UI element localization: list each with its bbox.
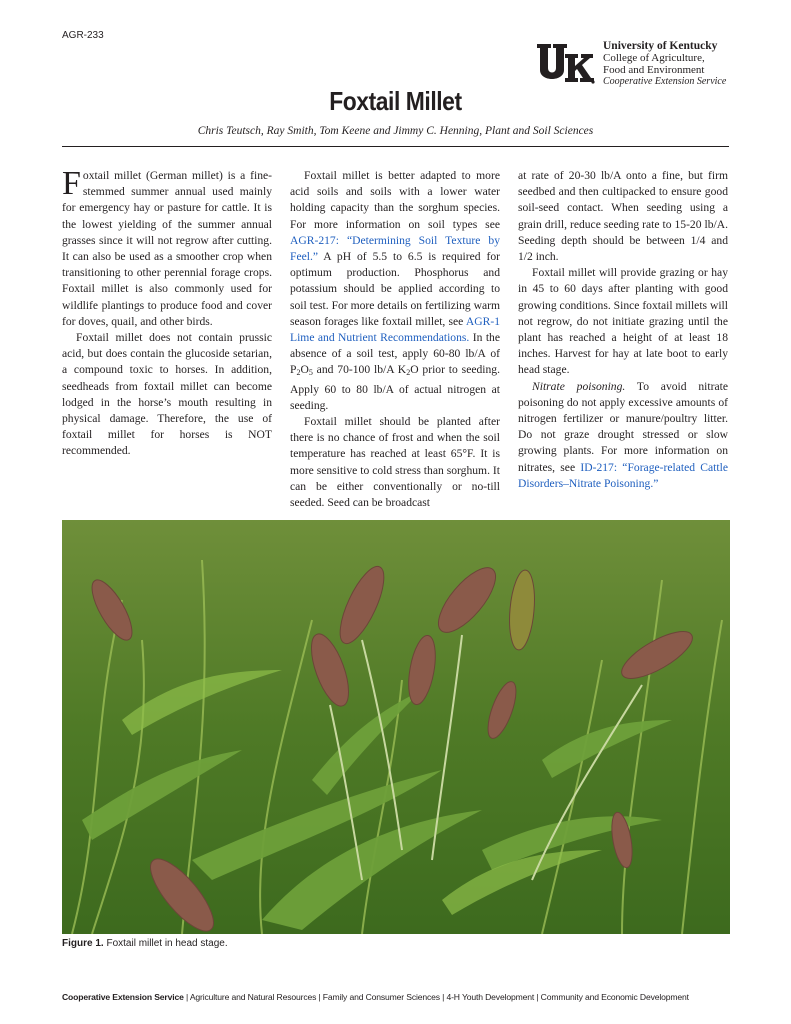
university-name: University of Kentucky: [603, 40, 718, 52]
subscript: 2: [296, 368, 301, 378]
paragraph: [290, 168, 500, 414]
paragraph: [62, 165, 272, 330]
paragraph-text: O prior to seeding. Apply 60 to 80 lb/A of actual nitrogen at seeding.: [290, 363, 500, 412]
paragraph-text: O: [300, 363, 309, 377]
footer: [62, 992, 730, 1002]
footer-programs: | Agriculture and Natural Resources | Family and Consumer Sciences | 4-H Youth Development | Community and Economic Development: [183, 992, 689, 1002]
figure-caption: [62, 938, 228, 949]
paragraph: Foxtail millet does not contain prussic acid, but does contain the glucoside setarian, a compound toxic to horses. In addition, seedheads from foxtail millet can become lodged in the horse’s mouth resulting in physical damage. Therefore, the use of foxtail millet for horses is NOT recommended.: [62, 331, 272, 458]
drop-cap: F: [62, 165, 81, 202]
publication-code: AGR-233: [62, 30, 104, 41]
institution-block: [603, 40, 726, 88]
foxtail-millet-photo: [62, 520, 730, 934]
paragraph: [518, 379, 728, 492]
subheading-nitrate: Nitrate poisoning.: [532, 379, 626, 393]
paragraph-text: To avoid nitrate poisoning do not apply excessive amounts of nitrogen fertilizer or manure/poultry litter. Do not graze drought stressed or slow growing plants. For more information on nitrates, see: [518, 379, 728, 474]
paragraph-text: A pH of 5.5 to 6.5 is required for optimum production. Phosphorus and potassium should be applied according to soil test. For more details on fertilizing warm season forages like foxtail millet, see: [290, 250, 500, 328]
college-line-1: College of Agriculture,: [603, 52, 705, 64]
uk-logo-icon: [535, 42, 595, 86]
paragraph-text: Foxtail millet is better adapted to more acid soils and soils with a lower water holding capacity than the sorghum species. For more information on soil types see: [290, 169, 500, 231]
paragraph: Foxtail millet should be planted after there is no chance of frost and when the soil temperature has reached at least 65°F. It is more sensitive to cold stress than sorghum. It can be either conventionally or no-till seeded. Seed can be broadcast: [290, 415, 500, 510]
header-rule: [62, 146, 729, 147]
link-agr-1[interactable]: AGR-1 Lime and Nutrient Recommendations.: [290, 314, 500, 345]
figure-caption-text: Foxtail millet in head stage.: [106, 938, 228, 949]
footer-lead: Cooperative Extension Service: [62, 992, 184, 1002]
foxtail-millet-illustration: [62, 520, 730, 934]
college-line-2: Food and Environment: [603, 64, 705, 76]
paragraph-text: oxtail millet (German millet) is a fine-stemmed summer annual used mainly for emergency hay or pasture for cattle. It is the lowest yielding of the summer annual grasses since it will not regrow after cutting. It can also be used as a smoother crop when transitioning to other perennial forage crops. Foxtail millet is also commonly used for wildlife plantings to produce food and cover for doves, quail, and other birds.: [62, 169, 272, 328]
link-agr-217[interactable]: AGR-217: “Determining Soil Texture by Feel.”: [290, 233, 500, 264]
authors-line: Chris Teutsch, Ray Smith, Tom Keene and Jimmy C. Henning, Plant and Soil Sciences: [197, 125, 594, 137]
extension-service: Cooperative Extension Service: [603, 76, 727, 87]
subscript: 2: [406, 368, 411, 378]
text-column-3: [518, 168, 728, 492]
paragraph-text: and 70-100 lb/A K: [312, 363, 407, 377]
link-id-217[interactable]: ID-217: “Forage-related Cattle Disorders–Nitrate Poisoning.”: [518, 460, 728, 490]
paragraph: Foxtail millet will provide grazing or hay in 45 to 60 days after planting with good growing conditions. Since foxtail millets will not regrow, do not initiate grazing until the plant has reached a height of at least 18 inches. Harvest for hay at late boot to early head stage.: [518, 266, 728, 377]
paragraph-text: In the absence of a soil test, apply 60-80 lb/A of P: [290, 331, 500, 377]
figure-label: Figure 1.: [62, 938, 104, 949]
text-column-2: [290, 168, 500, 511]
paragraph: at rate of 20-30 lb/A onto a fine, but firm seedbed and then cultipacked to ensure good soil-seed contact. When seeding using a grain drill, reduce seeding rate to 15-20 lb/A. Seeding depth should be between 1/4 and 1/2 inch.: [518, 169, 728, 264]
subscript: 5: [308, 368, 313, 378]
document-title: Foxtail Millet: [329, 86, 462, 116]
text-column-1: [62, 165, 272, 460]
